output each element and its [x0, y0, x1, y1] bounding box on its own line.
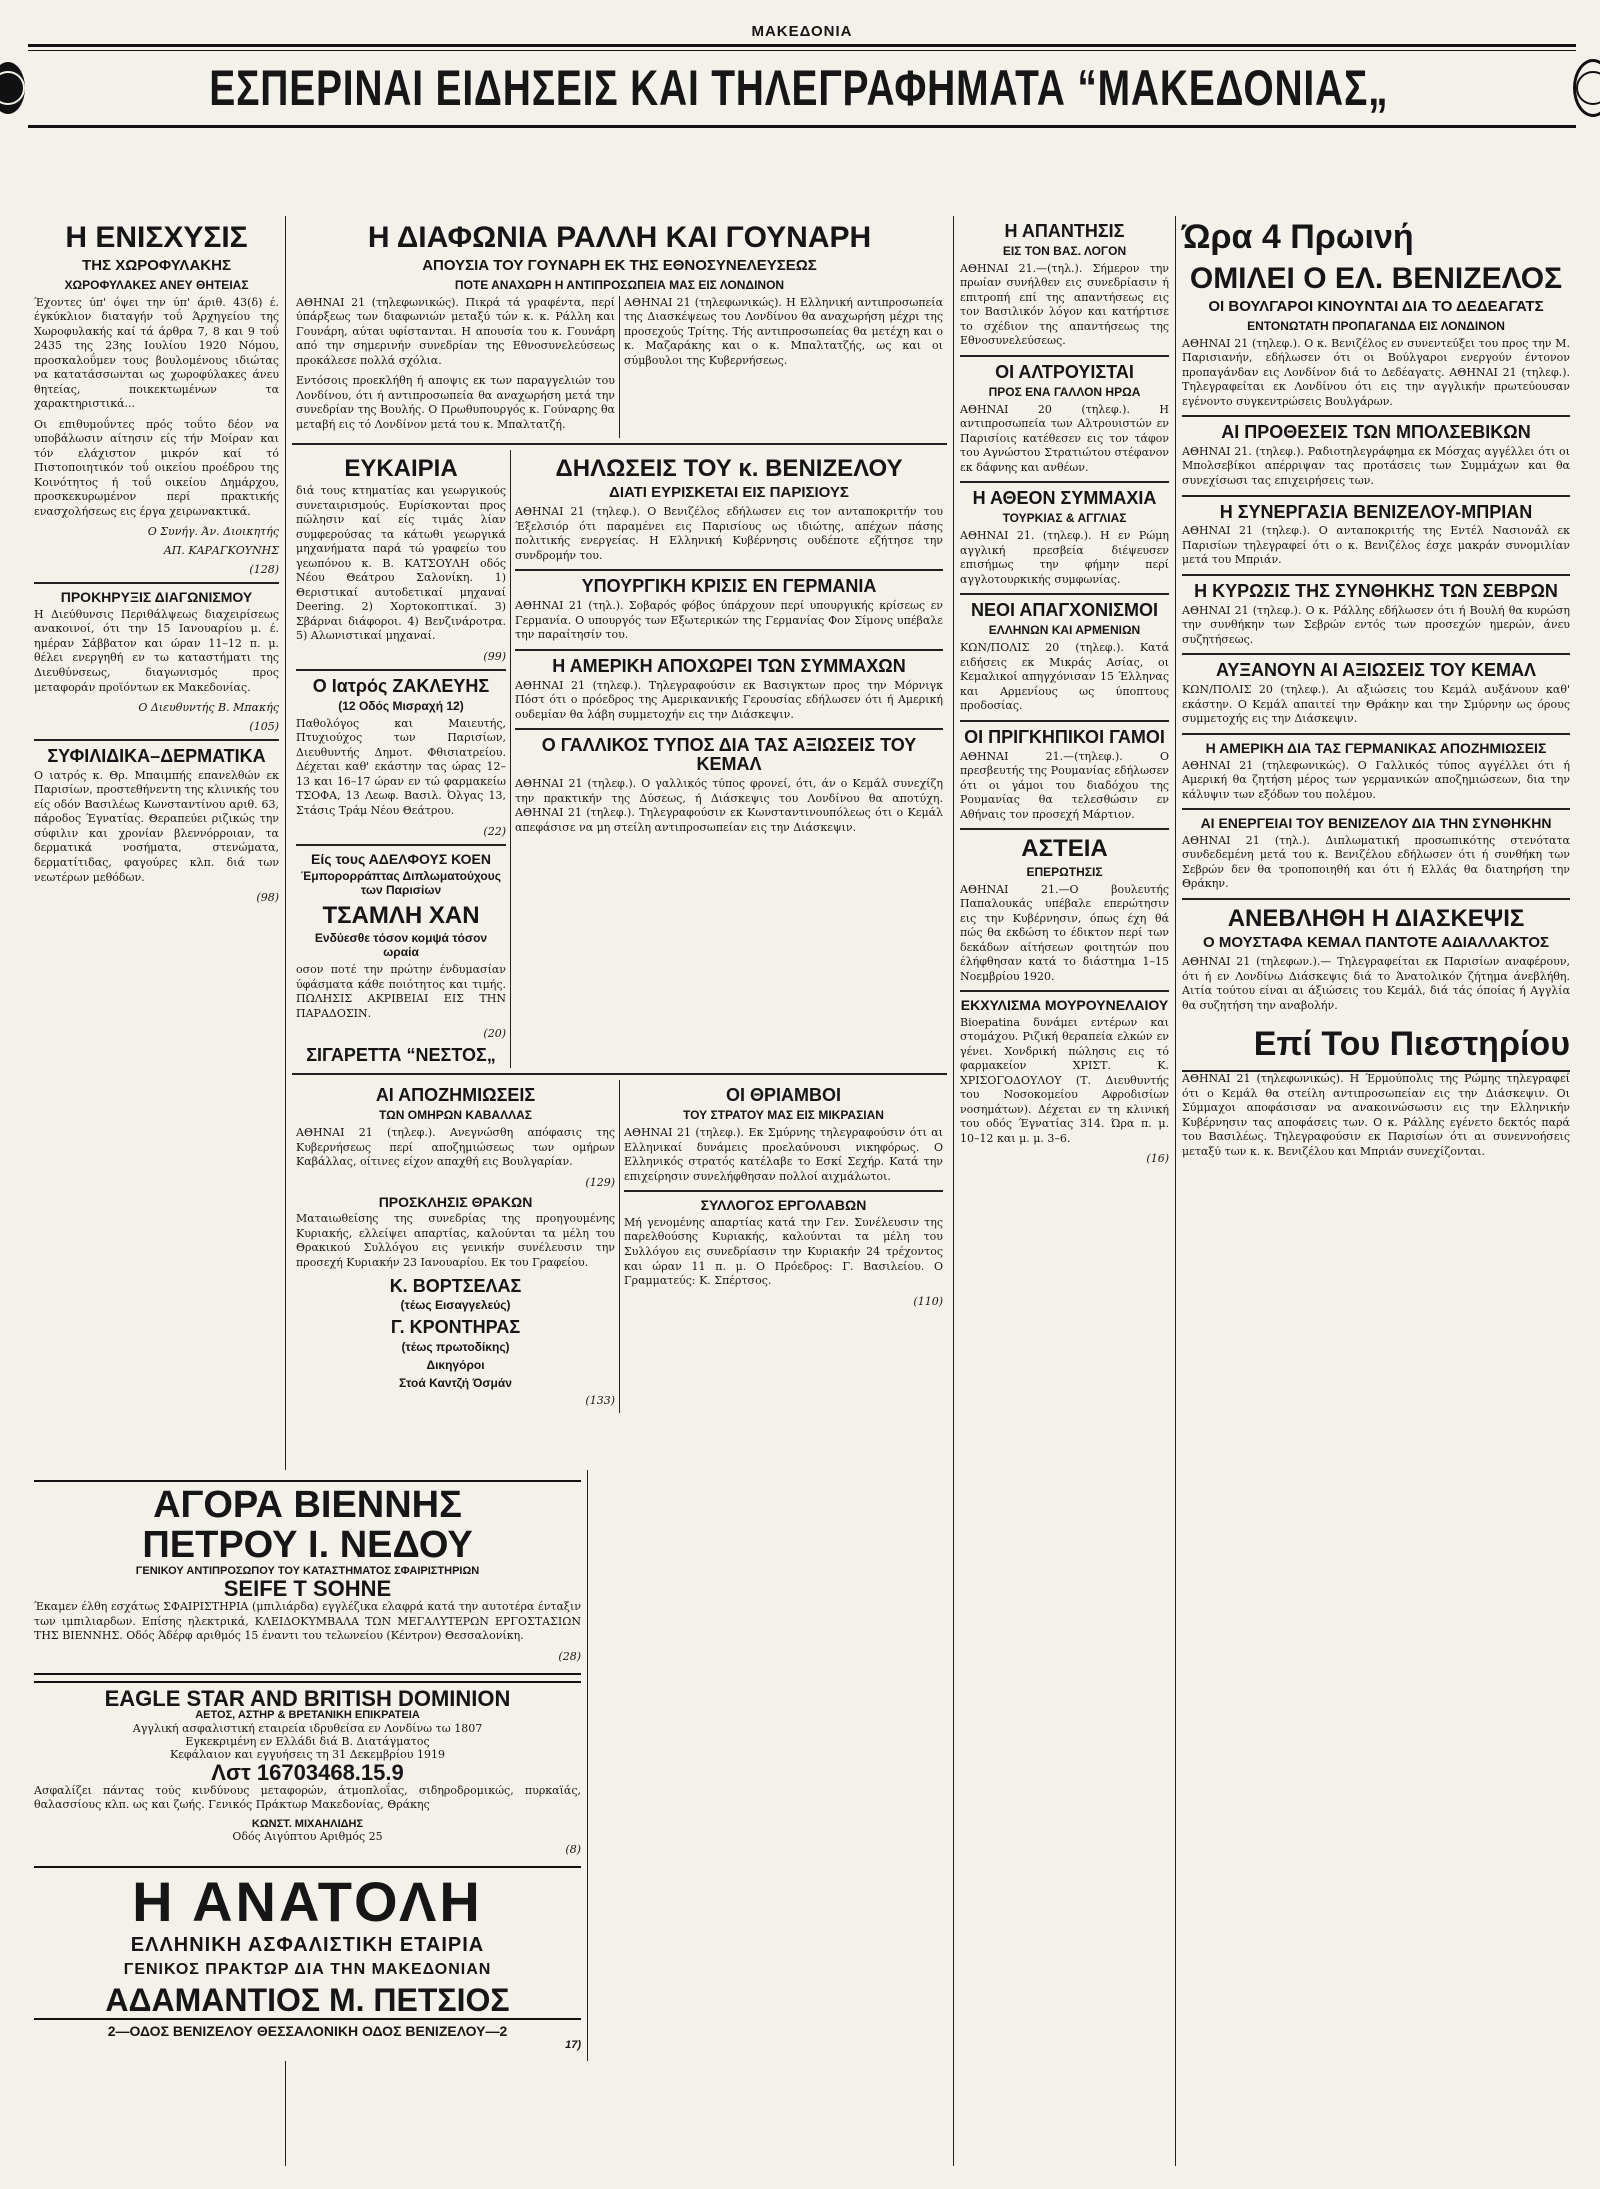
- treaty-text: ΑΘΗΝΑΙ 21 (τηλ.). Διπλωματική προσωπικότης στενότατα συνδεδεμένη μετά του κ. Βενιζέλου εδήλωσεν ότι ή συνθήκη των Σεβρών δεν θα τροποποιηθή και ότι ή Ελλάς θα διατηρήση την Θράκην.: [1182, 833, 1570, 891]
- eagle-amount: Λστ 16703468.15.9: [211, 1759, 404, 1785]
- america-text: ΑΘΗΝΑΙ 21 (τηλεφ.). Τηλεγραφούσιν εκ Βασιγκτων προς την Μόρνιγκ Πόστ ότι ο πρόεδρος της Αμερικανικής Γερουσίας εδήλωσεν ότι ή Αμερική ουδεμίαν θα λάβη συμμετοχήν εις την Διάσκεψιν.: [515, 678, 943, 721]
- koen-slogan: Ενδύεσθε τόσον κομψά τόσον ωραία: [314, 931, 488, 960]
- ad-number: (8): [565, 1843, 581, 1857]
- eagle-ad: [34, 1681, 581, 1868]
- massacres-sub: ΕΛΛΗΝΩΝ ΚΑΙ ΑΡΜΕΝΙΩΝ: [988, 623, 1141, 638]
- rallis-deck-2: ΠΟΤΕ ΑΝΑΧΩΡΗ Η ΑΝΤΙΠΡΟΣΩΠΕΙΑ ΜΑΣ ΕΙΣ ΛΟΝΔΙΝΟΝ: [454, 277, 785, 292]
- ad-number: (129): [585, 1175, 615, 1189]
- anatoli-ad: [34, 1870, 581, 2052]
- germany-title: ΥΠΟΥΡΓΙΚΗ ΚΡΙΣΙΣ ΕΝ ΓΕΡΜΑΝΙΑ: [581, 576, 877, 597]
- alliance-title: Η ΑΘΕΟΝ ΣΥΜΜΑΧΙΑ: [972, 488, 1157, 509]
- triumph-sub: ΤΟΥ ΣΤΡΑΤΟΥ ΜΑΣ ΕΙΣ ΜΙΚΡΑΣΙΑΝ: [683, 1108, 884, 1123]
- announcement-text: Η Διεύθυνσις Περιθάλψεως διαχειρίσεως ανακοινοί, ότι την 15 Ιανουαρίου μ. έ. ημέραν Σάββατον και ώραν 11–12 π. μ. θέλει ενεργηθή εν τω καταστήματι της Διευθύνσεως, διαγωνισμός προς μεταφοράν προϊόντων εκ Μακεδονίας.: [34, 607, 279, 694]
- stop-press-title: Επί Του Πιεστηρίου: [1182, 1019, 1570, 1072]
- anatoli-line-1: ΕΛΛΗΝΙΚΗ ΑΣΦΑΛΙΣΤΙΚΗ ΕΤΑΙΡΙΑ: [130, 1934, 485, 1957]
- lawyers-label: Δικηγόροι: [426, 1358, 485, 1373]
- lawyer-1: Κ. ΒΟΡΤΣΕΛΑΣ: [389, 1275, 522, 1296]
- ad-number: (133): [585, 1394, 615, 1408]
- emblem-right-icon: [1573, 59, 1600, 117]
- ad-number: (110): [913, 1294, 943, 1308]
- masthead: ΜΑΚΕΔΟΝΙΑ: [751, 23, 853, 40]
- doctor-title: ΣΥΦΙΛΙΔΙΚΑ–ΔΕΡΜΑΤΙΚΑ: [47, 746, 266, 767]
- anatoli-line-2: ΓΕΝΙΚΟΣ ΠΡΑΚΤΩΡ ΔΙΑ ΤΗΝ ΜΑΚΕΔΟΝΙΑΝ: [123, 1961, 492, 1979]
- vienna-sub: ΓΕΝΙΚΟΥ ΑΝΤΙΠΡΟΣΩΠΟΥ ΤΟΥ ΚΑΤΑΣΤΗΜΑΤΟΣ ΣΦΑΙΡΙΣΤΗΡΙΩΝ: [135, 1564, 480, 1577]
- ad-number: 17): [565, 2039, 581, 2052]
- triumph-title: ΟΙ ΘΡΙΑΜΒΟΙ: [725, 1085, 841, 1106]
- doctor2-text: Παθολόγος και Μαιευτής, Πτυχιούχος των Παρισίων, Διευθυντής Δημοτ. Φθισιατρείου. Δέχεται καθ' εκάστην τας ώρας 12–13 και 16–17 ώραν εν τώ φαρμακείω ΤΣΟΦΑ, 13 Λεωφ. Βασιλ. Όλγας 13, Στάσις Τράμ Νέου Θεάτρου.: [296, 716, 506, 817]
- lawyer-1-title: (τέως Εισαγγελεύς): [400, 1298, 511, 1313]
- eagle-line-1: Αγγλική ασφαλιστική εταιρεία ιδρυθείσα εν Λονδίνω τω 1807: [132, 1721, 483, 1735]
- rallis-text-2: Εντόσοις προεκλήθη ή αποψις εκ των παραγγελιών του Λονδίνου, ότι ή αντιπροσωπεία θα αναχωρήση μετά την συνεδρίαν της Βουλής. Ο Πρωθυπουργός κ. Γούναρης θα μεταβή εις τό Λονδίνον μετά του κ. Μπαλτατζή.: [296, 374, 615, 431]
- conference-deck: Ο ΜΟΥΣΤΑΦΑ ΚΕΜΑΛ ΠΑΝΤΟΤΕ ΑΔΙΑΛΛΑΚΤΟΣ: [1203, 934, 1549, 951]
- doctor-text: Ο ιατρός κ. Θρ. Μπαιμπής επανελθών εκ Παρισίων, προστεθήνεντη της κλινικής του είς οδόν Βασιλέως Κωνσταντίνου αριθ. 63, πάροδος Έγνατίας. Θεραπεύει ριζικώς την σύφιλιν και χρονίαν βλεννόρροιαν, τα δερματικά νοσήματα, στενώματα, δερματίτιδας, φαγούρες κλπ. διά των νεωτέρων μεθόδων.: [34, 768, 279, 884]
- treaty-title: ΑΙ ΕΝΕΡΓΕΙΑΙ ΤΟΥ ΒΕΝΙΖΕΛΟΥ ΔΙΑ ΤΗΝ ΣΥΝΘΗΚΗΝ: [1200, 815, 1552, 832]
- newspaper-page: [28, 20, 1576, 2170]
- eagle-title: EAGLE STAR AND BRITISH DOMINION: [104, 1685, 511, 1711]
- anatoli-agent: ΑΔΑΜΑΝΤΙΟΣ Μ. ΠΕΤΣΙΟΣ: [105, 1982, 510, 2019]
- ad-number: (99): [483, 650, 506, 663]
- signature-name: ΑΠ. ΚΑΡΑΓΚΟΥΝΗΣ: [163, 544, 279, 558]
- rallis-deck-1: ΑΠΟΥΣΙΑ ΤΟΥ ΓΟΥΝΑΡΗ ΕΚ ΤΗΣ ΕΘΝΟΣΥΝΕΛΕΥΣΕΩΣ: [422, 256, 817, 274]
- ad-number: (128): [249, 563, 279, 577]
- eagle-text: Ασφαλίζει πάντας τούς κινδύνους μεταφορών, άτμοπλοΐας, σιδηροδρομικώς, πυρκαϊάς, θαλασσίους κλπ. ως και ζωής. Γενικός Πράκτωρ Μακεδονίας, Θράκης: [34, 1783, 581, 1812]
- bolsheviks-title: ΑΙ ΠΡΟΘΕΣΕΙΣ ΤΩΝ ΜΠΟΛΣΕΒΙΚΩΝ: [1221, 422, 1531, 443]
- eagle-address: Οδός Αιγύπτου Αριθμός 25: [232, 1830, 383, 1844]
- kavala-title: ΑΙ ΑΠΟΖΗΜΙΩΣΕΙΣ: [375, 1085, 536, 1106]
- triumph-text: ΑΘΗΝΑΙ 21 (τηλεφ.). Εκ Σμύρνης τηλεγραφούσιν ότι αι Ελληνικαί δυνάμεις προελαύνουσι νικηφόρως. Ο Ελληνικός στρατός κατέλαβε το Εσκί Σεχήρ. Κατά την επιχείρησιν συνελήφθησαν πολλοί αιχμάλωτοι.: [624, 1126, 943, 1183]
- anatoli-name: Η ΑΝΑΤΟΛΗ: [132, 1870, 483, 1934]
- announcement-title: ΠΡΟΚΗΡΥΞΙΣ ΔΙΑΓΩΝΙΣΜΟΥ: [60, 589, 253, 606]
- eagle-line-3: Κεφάλαιον και εγγυήσεις τη 31 Δεκεμβρίου 1919: [170, 1747, 445, 1761]
- answers-title: Η ΑΠΑΝΤΗΣΙΣ: [1004, 221, 1125, 241]
- weddings-title: ΟΙ ΠΡΙΓΚΗΠΙΚΟΙ ΓΑΜΟΙ: [964, 726, 1165, 747]
- conference-text: ΑΘΗΝΑΙ 21 (τηλεφων.).— Τηλεγραφείται εκ Παρισίων αναφέρουν, ότι ή εν Λονδίνω Διάσκεψις διά το Άνατολικόν ζήτημα άνεβλήθη. Αιτία τούτου είναι αι άξιώσεις του Κεμάλ, διά τάς όποίας ή Αγγλία θα συζητήση την αναβολήν.: [1182, 955, 1570, 1012]
- rallis-text-1: ΑΘΗΝΑΙ 21 (τηλεφωνικώς). Πικρά τά γραφέντα, περί ύπάρξεως των διαφωνιών μεταξύ τών κ. κ. Ράλλη και Γουνάρη, αύται υφίστανται. Η απουσία του κ. Γουνάρη από την σημερινήν συνεδρίαν της Εθνοσυνελεύσεως προκάλεσε πολλά σχόλια.: [296, 295, 615, 367]
- reparations-text: ΑΘΗΝΑΙ 21 (τηλεφωνικώς). Ο Γαλλικός τύπος αγγέλλει ότι ή Αμερική θα ζητήση μέρος των γερμανικών αποζημιώσεων, δια την κάλυψιν των εξόδων του πολέμου.: [1182, 758, 1570, 801]
- column-3: [954, 216, 1176, 2166]
- venizelos-statement-deck: ΔΙΑΤΙ ΕΥΡΙΣΚΕΤΑΙ ΕΙΣ ΠΑΡΙΣΙΟΥΣ: [609, 484, 849, 502]
- koen-sub: Έμπορορράπτας Διπλωματούχους των Παρισίων: [301, 869, 501, 898]
- sevres-title: Η ΚΥΡΩΣΙΣ ΤΗΣ ΣΥΝΘΗΚΗΣ ΤΩΝ ΣΕΒΡΩΝ: [1194, 580, 1558, 601]
- koen-text: οσον ποτέ την πρώτην ένδυμασίαν ύφάσματα κάθε ποιότητος και τιμής. ΠΩΛΗΣΙΣ ΑΚΡΙΒΕΙΑΙ ΕΙΣ ΤΗΝ ΠΑΡΑΔΟΣΙΝ.: [296, 963, 506, 1020]
- vienna-ad: [34, 1480, 581, 1675]
- koen-shop: ΤΣΑΜΛΗ ΧΑΝ: [322, 902, 480, 930]
- venizelos-deck-2: ΕΝΤΟΝΩΤΑΤΗ ΠΡΟΠΑΓΑΝΔΑ ΕΙΣ ΛΟΝΔΙΝΟΝ: [1247, 318, 1505, 333]
- venizelos-statement-text: ΑΘΗΝΑΙ 21 (τηλεφ.). Ο Βενιζέλος εδήλωσεν εις τον ανταποκριτήν του Έξελσιόρ ότι παραμένει εις Παρισίους ως ιδιώτης, απέχων πάσης πολιτικής ενεργείας. Η Ελληνική Κυβέρνησις ουδέποτε εζήτησε την συνδρομήν του.: [515, 505, 943, 562]
- lawyer-2: Γ. ΚΡΟΝΤΗΡΑΣ: [390, 1317, 521, 1338]
- column-4: [1176, 216, 1576, 2166]
- vienna-text: Έκαμεν έλθη εσχάτως ΣΦΑΙΡΙΣΤΗΡΙΑ (μπιλιάρδα) εγγλέζικα ελαφρά κατά την αυτοτέρα ένταξιν των ιμπιλιαρδων. Επίσης ηλεκτρικά, ΚΛΕΙΔΟΚΥΜΒΑΛΑ ΤΩΝ ΜΕΓΑΛΥΤΕΡΩΝ ΕΡΓΟΣΤΑΣΙΩΝ ΤΗΣ ΒΙΕΝΝΗΣ. Οδός Άδέρφ αριθμός 15 έναντι του τελωνείου (Κέντρον) Θεσσαλονίκη.: [34, 1600, 581, 1643]
- masthead-rule: [28, 44, 1576, 47]
- medicine-text: Bioepatina δυνάμει εντέρων και στομάχου. Ριζική θεραπεία ελκών εν γένει. Χονδρική πώλησις εις τό φαρμακείον ΧΡΙΣΤ. Κ. ΧΡΙΣΟΓΟΔΟΥΛΟΥ (Τ. Διευθυντής του Νοσοκομείου Αφροδισίων νοσημάτων). Δέχεται εν τη κλινική του οδός Έγνατίας 314. Ώρα π. μ. 10–12 και μ. μ. 3–6.: [960, 1015, 1169, 1145]
- answers-sub: ΕΙΣ ΤΟΝ ΒΑΣ. ΛΟΓΟΝ: [1002, 243, 1127, 258]
- bottom-ads: [28, 1470, 588, 2061]
- rallis-title: Η ΔΙΑΦΩΝΙΑ ΡΑΛΛΗ ΚΑΙ ΓΟΥΝΑΡΗ: [367, 221, 872, 254]
- kavala-text: ΑΘΗΝΑΙ 21 (τηλεφ.). Ανεγνώσθη απόφασις της Κυβερνήσεως περί αποζημιώσεως των ομήρων Καβάλλας, οίτινες είχον απαχθή εις Βουλγαρίαν.: [296, 1126, 615, 1169]
- gendarmerie-text: Έχοντες ύπ' όψει την ύπ' άριθ. 43(δ) έ. έγκύκλιον διαταγήν τοΰ Άρχηγείου της Χωροφυλακής καί τά άρθρα 7, 8 και 9 τοΰ 2435 της 23ης Ιουλίου 1920 Νόμου, προσκαλοΰμεν τους βουλομένους ιδιώτας να κατατάσσωνται ως χωροφύλακες άνευ θητείας, ποικεκτωμένων τα χαρακτηριστικά...: [34, 295, 279, 411]
- ad-number: (16): [1146, 1152, 1169, 1166]
- lawyer-2-title: (τέως πρωτοδίκης): [401, 1340, 510, 1355]
- eagle-sub: ΑΕΤΟΣ, ΑΣΤΗΡ & ΒΡΕΤΑΝΙΚΗ ΕΠΙΚΡΑΤΕΙΑ: [195, 1709, 420, 1722]
- eykairia-text: διά τους κτηματίας και γεωργικούς συνεταιρισμούς. Ευρίσκονται προς πώλησιν καί είς τιμάς λίαν συμφερούσας τα κάτωθι γεωργικά μηχανήματα παρά τώ γραφείω του γεωπόνου κ. Β. ΚΑΤΣΟΥΛΗ οδός Νέου Θεάτρου Σαλονίκη. 1) Θεριστικαί αυτοδετικαί μηχαναί Deering. 2) Χορτοκοπτικαί. 3) Σβάρναι διάφοροι. 4) Βενζινάροτρα. 5) Αλωνιστικαί μηχαναί.: [296, 484, 506, 643]
- kemal-claims-title: ΑΥΞΑΝΟΥΝ ΑΙ ΑΞΙΩΣΕΙΣ ΤΟΥ ΚΕΜΑΛ: [1216, 660, 1536, 681]
- reparations-title: Η ΑΜΕΡΙΚΗ ΔΙΑ ΤΑΣ ΓΕΡΜΑΝΙΚΑΣ ΑΠΟΖΗΜΙΩΣΕΙΣ: [1205, 739, 1547, 756]
- kavala-sub: ΤΩΝ ΟΜΗΡΩΝ ΚΑΒΑΛΛΑΣ: [379, 1108, 532, 1123]
- alliance-text: ΑΘΗΝΑΙ 21. (τηλεφ.). Η εν Ρώμη αγγλική πρεσβεία διέψευσεν επισήμως την φήμην περί αγγλοτουρκικής συμφωνίας.: [960, 529, 1169, 586]
- koen-title: Είς τους ΑΔΕΛΦΟΥΣ ΚΟΕΝ: [311, 850, 491, 867]
- emblem-left-icon: [0, 62, 25, 114]
- alliance-sub: ΤΟΥΡΚΙΑΣ & ΑΓΓΛΙΑΣ: [1002, 511, 1127, 526]
- eykairia-title: ΕΥΚΑΙΡΙΑ: [344, 455, 458, 483]
- employers-text: Μή γενομένης απαρτίας κατά την Γεν. Συνέλευσιν της παρελθούσης Κυριακής, καλούνται τα μέλη του Συλλόγου εις συνεδρίασιν την Κυριακήν 24 τρέχοντος και ώραν 11 π. μ. Ο Πρόεδρος: Γ. Βασιλείου. Ο Γραμματεύς: Κ. Σπέρτσος.: [624, 1215, 943, 1288]
- thrace-text: Ματαιωθείσης της συνεδρίας της προηγουμένης Κυριακής, ελλείψει απαρτίας, καλούνται τα μέλη του Θρακικού Συλλόγου εις γενικήν συνέλευσιν την προσεχή Κυριακήν 23 Ιανουαρίου. Εκ του Γραφείου.: [296, 1212, 615, 1269]
- gendarmerie-title: Η ΕΝΙΣΧΥΣΙΣ: [65, 221, 248, 254]
- jokes-sub: ΕΠΕΡΩΤΗΣΙΣ: [1026, 864, 1103, 879]
- weddings-text: ΑΘΗΝΑΙ 21.—(τηλεφ.). Ο πρεσβευτής της Ρουμανίας εδήλωσεν ότι οι γάμοι του διαδόχου της Ρουμανίας θα τελεσθώσιν εν Αθήναις τον προσεχή Μάρτιον.: [960, 749, 1169, 821]
- jokes-text: ΑΘΗΝΑΙ 21.—Ο βουλευτής Παπαλουκάς υπέβαλε επερώτησιν εις την Κυβέρνησιν, όπως έχη θά πώς θα εκδώση το έδικτον περί των δεκάδων αίτήσεων φοιτητών που έλήφθησαν κατά το διάστημα 1–15 Νοεμβρίου 1920.: [960, 882, 1169, 983]
- altruists-text: ΑΘΗΝΑΙ 20 (τηλεφ.). Η αντιπροσωπεία των Αλτρουιστών εν Παρισίοις κατέθεσεν εις τον τάφον του Αγνώστου Στρατιώτου στέφανον εκ δάφνης και ανθέων.: [960, 402, 1169, 474]
- ad-number: (22): [483, 824, 506, 838]
- vienna-brand: SEIFE T SOHNE: [223, 1576, 392, 1602]
- employers-title: ΣΥΛΛΟΓΟΣ ΕΡΓΟΛΑΒΩΝ: [700, 1197, 867, 1214]
- cooperation-text: ΑΘΗΝΑΙ 21 (τηλεφ.). Ο ανταποκριτής της Εντέλ Νασιονάλ εκ Παρισίων τηλεγραφεί ότι ο κ. Βενιζέλος έσχε μακράν συνομιλίαν μετά του Μπριάν.: [1182, 524, 1570, 567]
- venizelos-deck-1: ΟΙ ΒΟΥΛΓΑΡΟΙ ΚΙΝΟΥΝΤΑΙ ΔΙΑ ΤΟ ΔΕΔΕΑΓΑΤΣ: [1208, 297, 1544, 315]
- medicine-title: ΕΚΧΥΛΙΣΜΑ ΜΟΥΡΟΥΝΕΛΑΙΟΥ: [960, 997, 1169, 1014]
- signature-role: Ο Συνήγ. Άν. Διοικητής: [147, 525, 279, 539]
- conference-title: ΑΝΕΒΛΗΘΗ Η ΔΙΑΣΚΕΨΙΣ: [1227, 904, 1525, 932]
- ad-number: (20): [483, 1027, 506, 1041]
- gendarmerie-sub: ΤΗΣ ΧΩΡΟΦΥΛΑΚΗΣ: [82, 256, 231, 274]
- banner-title: ΕΣΠΕΡΙΝΑΙ ΕΙΔΗΣΕΙΣ ΚΑΙ ΤΗΛΕΓΡΑΦΗΜΑΤΑ “ΜΑΚΕΔΟΝΙΑΣ„: [209, 60, 1389, 116]
- america-title: Η ΑΜΕΡΙΚΗ ΑΠΟΧΩΡΕΙ ΤΩΝ ΣΥΜΜΑΧΩΝ: [552, 655, 906, 676]
- bolsheviks-text: ΑΘΗΝΑΙ 21. (τηλεφ.). Ραδιοτηλεγράφημα εκ Μόσχας αγγέλλει ότι οι Μπολσεβίκοι απέρριψαν τας προτάσεις των Συμμάχων και θα συνεχίσωσι τας επιχειρήσεις των.: [1182, 444, 1570, 487]
- latest-news-label: Ώρα 4 Πρωινή: [1182, 218, 1414, 256]
- vienna-name: ΠΕΤΡΟΥ Ι. ΝΕΔΟΥ: [142, 1523, 473, 1566]
- announcement-signature: Ο Διευθυντής Β. Μπακής: [138, 701, 279, 715]
- rallis-text-3: ΑΘΗΝΑΙ 21 (τηλεφωνικώς). Η Ελληνική αντιπροσωπεία της Διασκέψεως του Λονδίνου θα αναχωρήση μέχρι της προσεχούς Τρίτης. Τής αντιπροσωπείας θα μετέχη και ο κ. Μαζαράκης και ο κ. Μπαλτατζής, ως και οι σύμβουλοι της Κυβερνήσεως.: [624, 295, 943, 367]
- altruists-title: ΟΙ ΑΛΤΡΟΥΙΣΤΑΙ: [995, 361, 1134, 382]
- jokes-title: ΑΣΤΕΙΑ: [1021, 835, 1108, 863]
- kemal-press-title: Ο ΓΑΛΛΙΚΟΣ ΤΥΠΟΣ ΔΙΑ ΤΑΣ ΑΞΙΩΣΕΙΣ ΤΟΥ ΚΕΜΑΛ: [541, 735, 917, 775]
- venizelos-speaks-text: ΑΘΗΝΑΙ 21 (τηλεφ.). Ο κ. Βενιζέλος εν συνεντεύξει του προς την Μ. Παρισιανήν, εδήλωσεν ότι οι Βούλγαροι ενεργούν έντονον προπαγάνδαν εις Λονδίνον διά το Δεδέαγατς. ΑΘΗΝΑΙ 21 (τηλεφ.). Τηλεγραφείται εκ Λονδίνου ότι εις την αγγλικήν πρωτεύουσαν εγένοντο συγκεντρώσεις Βουλγάρων.: [1182, 336, 1570, 408]
- kemal-press-text: ΑΘΗΝΑΙ 21 (τηλεφ.). Ο γαλλικός τύπος φρονεί, ότι, άν ο Κεμάλ συνεχίζη την πρακτικήν της Δύσεως, ή Διάσκεψις του Λονδίνου θα αποτύχη. ΑΘΗΝΑΙ 21 (τηλεφ.). Τηλεγραφούσιν εκ Κωνσταντινουπόλεως ότι ο Κεμάλ απεφάσισε να μη στείλη αντιπροσωπείαν εις την Διάσκεψιν.: [515, 777, 943, 834]
- thrace-title: ΠΡΟΣΚΛΗΣΙΣ ΘΡΑΚΩΝ: [378, 1193, 533, 1210]
- germany-text: ΑΘΗΝΑΙ 21 (τηλ.). Σοβαρός φόβος ύπάρχουν περί υπουργικής κρίσεως εν Γερμανία. Ο υπουργός των Εξωτερικών της Γερμανίας Φον Σίμονς υπέβαλε την παραίτησίν του.: [515, 599, 943, 642]
- cooperation-title: Η ΣΥΝΕΡΓΑΣΙΑ ΒΕΝΙΖΕΛΟΥ-ΜΠΡΙΑΝ: [1219, 501, 1533, 522]
- stop-press-text: ΑΘΗΝΑΙ 21 (τηλεφωνικώς). Η Έρμούπολις της Ρώμης τηλεγραφεί ότι ο Κεμάλ θα στείλη αντιπροσωπείαν εις την Διάσκεψιν. Οι Σύμμαχοι αποφάσισαν να ανακοινώσωσιν εις την Ελληνικήν Κυβέρνησιν τας αποφάσεις των. Ο κ. Ράλλης εγένετο δεκτός παρά του Βασιλέως. Τηλεγραφούσιν εκ Παρισίων ότι αι συνεννοήσεις μεταξύ των κ. κ. Βενιζέλου και Μπριάν συνεχίζονται.: [1182, 1072, 1570, 1158]
- massacres-text: ΚΩΝ/ΠΟΛΙΣ 20 (τηλεφ.). Κατά ειδήσεις εκ Μικράς Ασίας, οι Κεμαλικοί απηγχόνισαν 15 Έλληνας και Αρμενίους ως ύποπτους προδοσίας.: [960, 641, 1169, 713]
- anatoli-address: 2—ΟΔΟΣ ΒΕΝΙΖΕΛΟΥ ΘΕΣΣΑΛΟΝΙΚΗ ΟΔΟΣ ΒΕΝΙΖΕΛΟΥ—2: [34, 2018, 581, 2039]
- ad-number: (98): [256, 891, 279, 905]
- ad-number: (28): [558, 1649, 581, 1663]
- gendarmerie-deck: ΧΩΡΟΦΥΛΑΚΕΣ ΑΝΕΥ ΘΗΤΕΙΑΣ: [64, 277, 249, 292]
- venizelos-statement-title: ΔΗΛΩΣΕΙΣ ΤΟΥ κ. ΒΕΝΙΖΕΛΟΥ: [555, 455, 903, 483]
- vienna-title: ΑΓΟΡΑ ΒΙΕΝΝΗΣ: [153, 1484, 462, 1526]
- gendarmerie-text-2: Οι επιθυμοΰντες πρός τοΰτο δέον να υποβάλωσιν αίτησιν είς τήν Μοίραν και τόν ελάχιστον μικρόν καί τό Πιστοποιητικόν τοΰ οικείου προέδρου της Κοινότητος ή τοΰ οικείου Δημάρχου, προσκεκυρωμένον περί πρακτικής ενασχολήσεως εις έργα χειρωνακτικά.: [34, 417, 279, 518]
- eagle-line-2: Εγκεκριμένη εν Ελλάδι διά Β. Διατάγματος: [185, 1734, 430, 1748]
- banner: [28, 51, 1576, 125]
- ad-number: (105): [249, 720, 279, 734]
- kemal-claims-text: ΚΩΝ/ΠΟΛΙΣ 20 (τηλεφ.). Αι αξιώσεις του Κεμάλ αυξάνουν καθ' εκάστην. Ο Κεμάλ απαιτεί την Θράκην και την Σμύρνην ως όρους συμμετοχής εις την Διάσκεψιν.: [1182, 683, 1570, 726]
- doctor2-addr: (12 Οδός Μισραχή 12): [338, 698, 464, 713]
- doctor2-title: Ο Ιατρός ΖΑΚΛΕΥΗΣ: [312, 676, 490, 696]
- lawyers-address: Στοά Καντζή Όσμάν: [399, 1376, 512, 1391]
- answers-text: ΑΘΗΝΑΙ 21.—(τηλ.). Σήμερον την πρωίαν συνήλθεν εις συνεδρίασιν ή επιτροπή επί της απαντήσεως εις τον Βασιλικόν λόγον και κατήρτισε το σχέδιον της απαντήσεως της Εθνοσυνελεύσεως.: [960, 261, 1169, 348]
- sevres-text: ΑΘΗΝΑΙ 21 (τηλεφ.). Ο κ. Ράλλης εδήλωσεν ότι ή Βουλή θα κυρώση την συνθήκην των Σεβρών εντός των προσεχών ημερών, άνευ συζητήσεως.: [1182, 603, 1570, 646]
- altruists-sub: ΠΡΟΣ ΕΝΑ ΓΑΛΛΟΝ ΗΡΩΑ: [988, 384, 1141, 399]
- venizelos-speaks-title: ΟΜΙΛΕΙ Ο ΕΛ. ΒΕΝΙΖΕΛΟΣ: [1189, 262, 1563, 295]
- nestos-ad: ΣΙΓΑΡΕΤΤΑ “ΝΕΣΤΟΣ„: [306, 1045, 496, 1066]
- eagle-agent: ΚΩΝΣΤ. ΜΙΧΑΗΛΙΔΗΣ: [251, 1817, 364, 1830]
- massacres-title: ΝΕΟΙ ΑΠΑΓΧΟΝΙΣΜΟΙ: [971, 600, 1158, 621]
